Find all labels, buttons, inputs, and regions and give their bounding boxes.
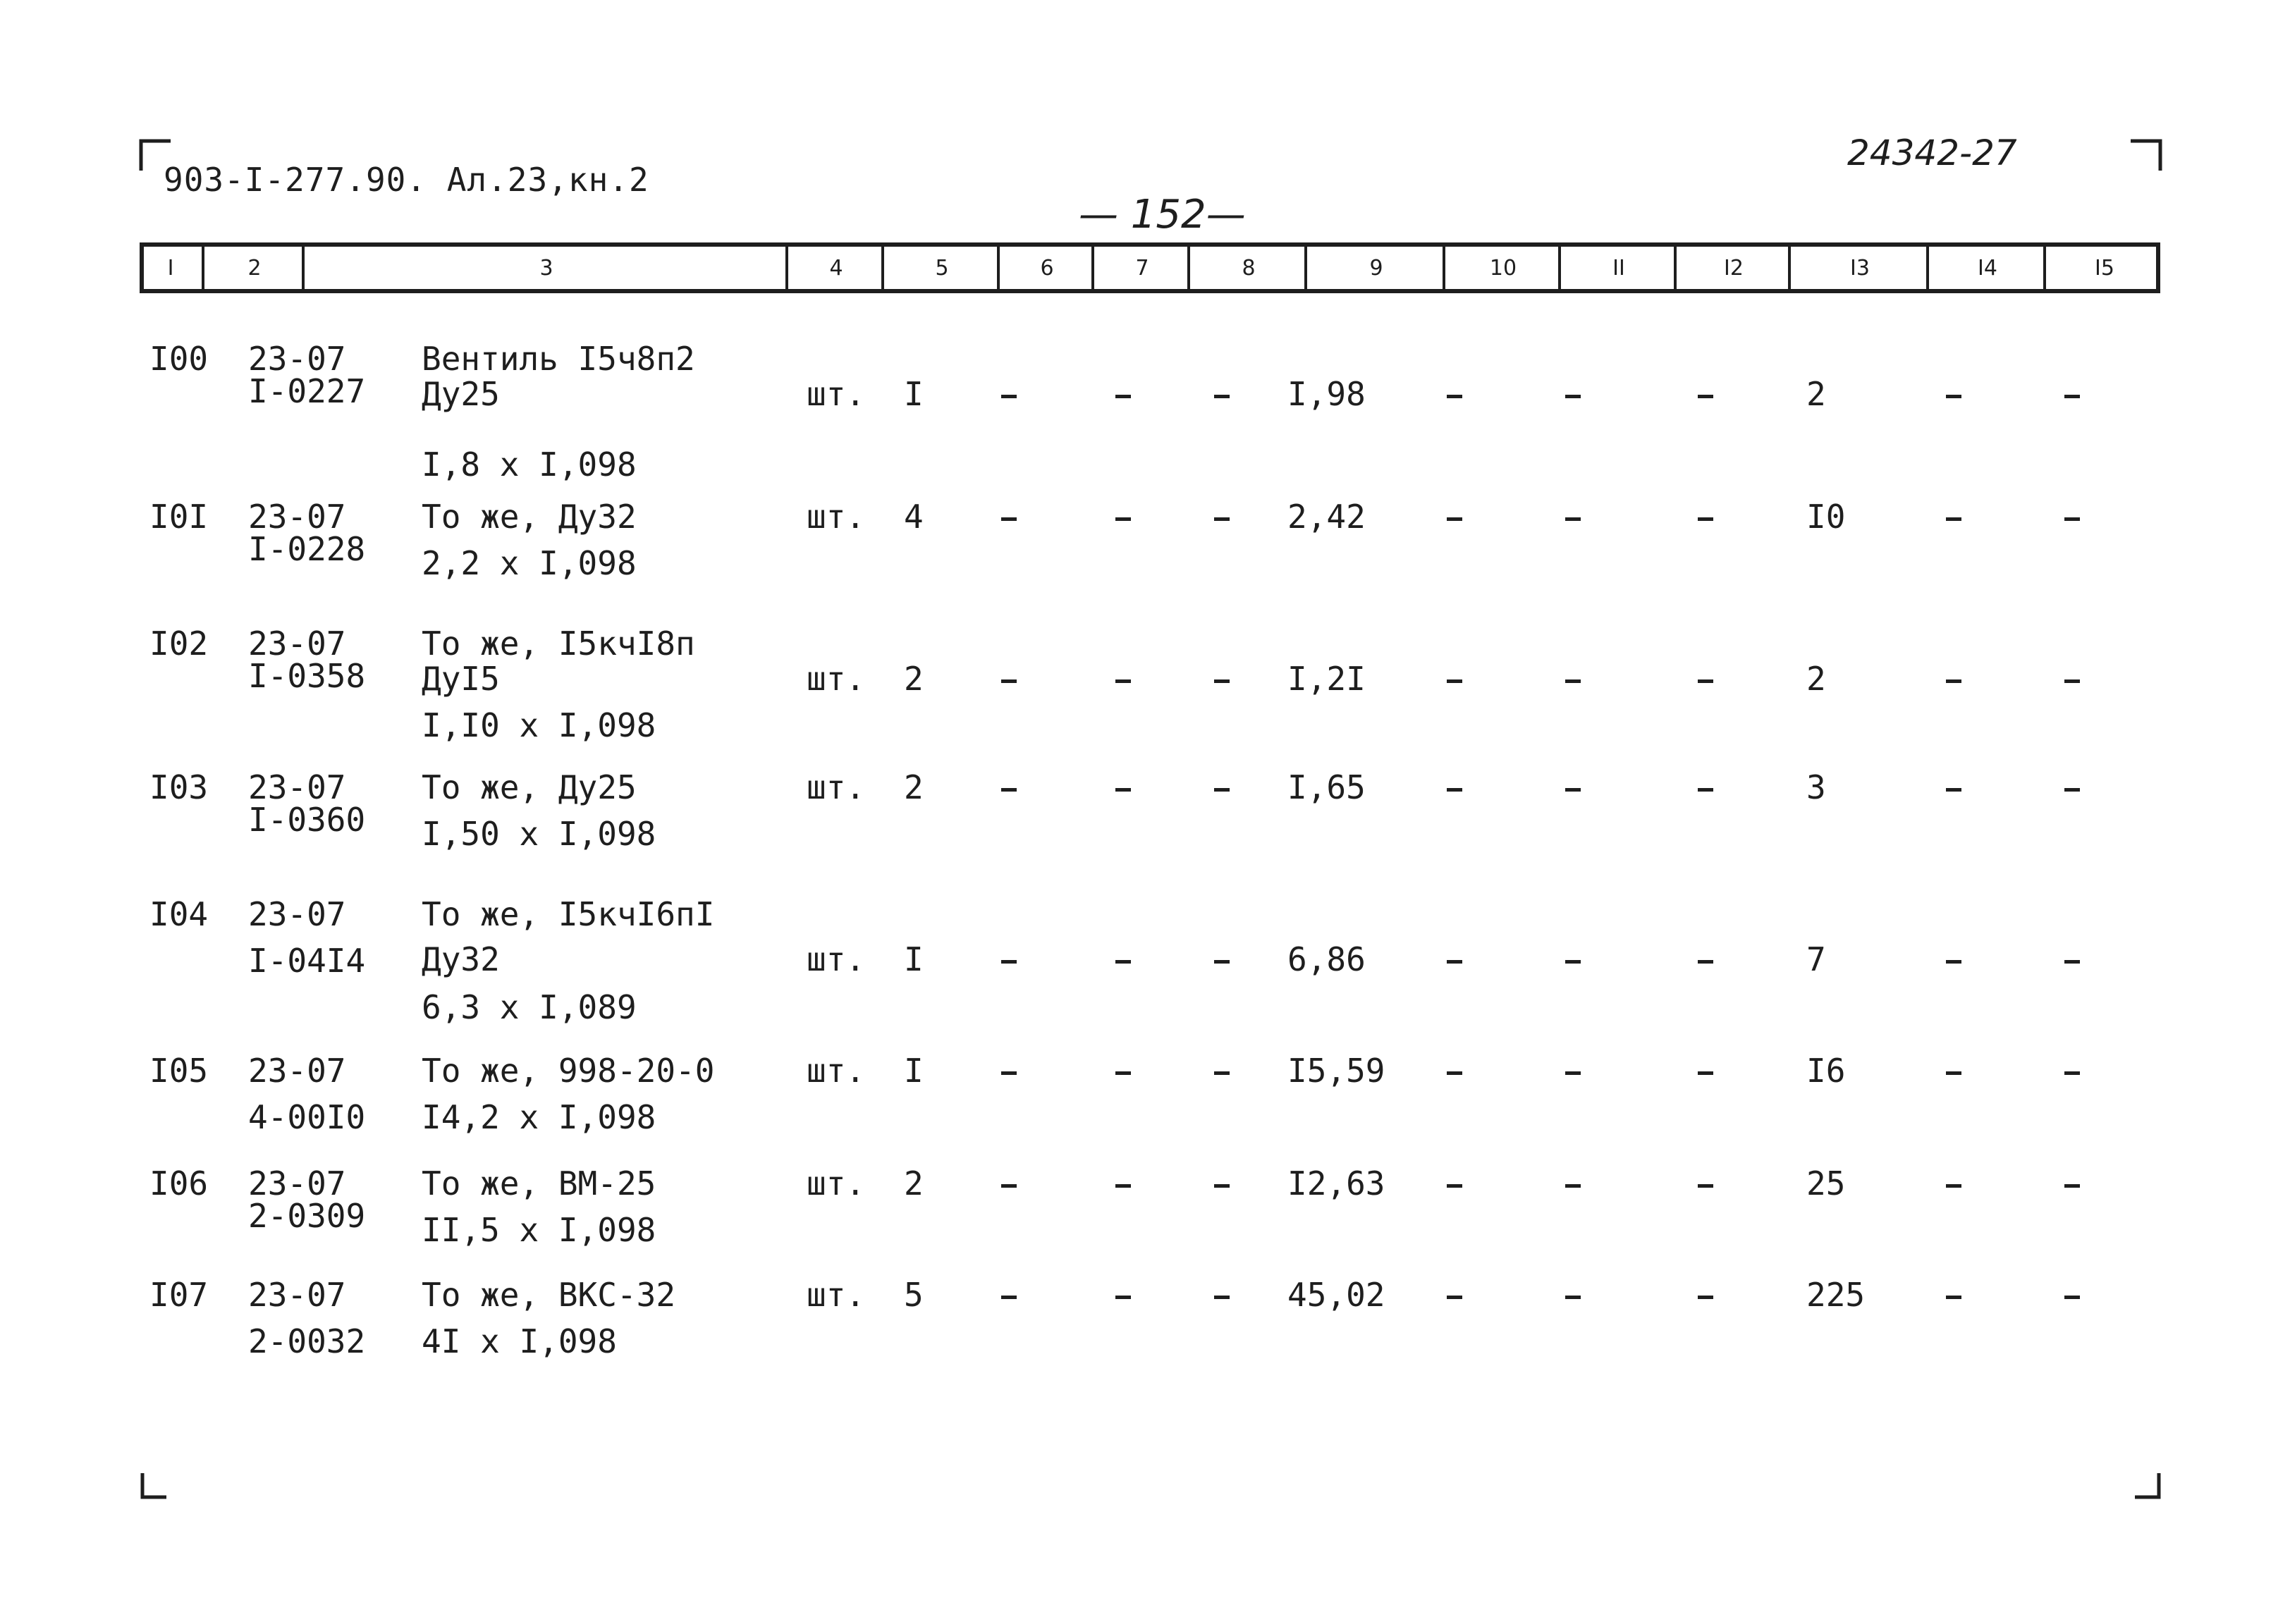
row-number: I00 (149, 340, 209, 378)
empty-cell-dash (1698, 679, 1713, 683)
unit: шт. (807, 1164, 866, 1202)
empty-cell-dash (1115, 1071, 1131, 1075)
total-value: I6 (1806, 1052, 1846, 1090)
empty-cell-dash (1946, 395, 1961, 398)
empty-cell-dash (1565, 395, 1581, 398)
page-number: — 152— (1079, 192, 1246, 238)
column-header-6: 6 (997, 247, 1094, 289)
empty-cell-dash (1214, 960, 1230, 964)
empty-cell-dash (1447, 517, 1462, 521)
corner-mark-bottom-right (2128, 1470, 2163, 1506)
empty-cell-dash (1565, 1184, 1581, 1188)
empty-cell-dash (2064, 788, 2080, 792)
resource-code-2: I-04I4 (248, 942, 366, 980)
empty-cell-dash (1698, 960, 1713, 964)
total-value: 2 (1806, 660, 1826, 698)
empty-cell-dash (2064, 517, 2080, 521)
resource-code-2: I-0228 (248, 530, 366, 568)
resource-code-2: 2-0032 (248, 1322, 366, 1360)
empty-cell-dash (2064, 1071, 2080, 1075)
description-line: Вентиль I5ч8п2 (422, 340, 695, 378)
quantity: I (904, 1052, 924, 1090)
description-line: То же, ВКС-32 (422, 1276, 676, 1314)
quantity: I (904, 375, 924, 413)
unit-price: I,98 (1287, 375, 1366, 413)
empty-cell-dash (1001, 1184, 1017, 1188)
column-header-5: 5 (881, 247, 1000, 289)
empty-cell-dash (1565, 1071, 1581, 1075)
description-line: То же, I5кчI8п (422, 625, 695, 663)
column-header-2: 2 (202, 247, 305, 289)
empty-cell-dash (1698, 788, 1713, 792)
unit: шт. (807, 1276, 866, 1314)
empty-cell-dash (1001, 1296, 1017, 1299)
description-line: То же, 998-20-0 (422, 1052, 715, 1090)
empty-cell-dash (1698, 1296, 1713, 1299)
unit: шт. (807, 660, 866, 698)
empty-cell-dash (1115, 788, 1131, 792)
empty-cell-dash (1001, 517, 1017, 521)
row-number: I02 (149, 625, 209, 663)
empty-cell-dash (1214, 517, 1230, 521)
empty-cell-dash (1214, 679, 1230, 683)
unit: шт. (807, 1052, 866, 1090)
empty-cell-dash (1447, 788, 1462, 792)
unit: шт. (807, 940, 866, 978)
total-value: 3 (1806, 768, 1826, 806)
empty-cell-dash (2064, 1296, 2080, 1299)
document-code: 903-I-277.90. Ал.23,кн.2 (164, 161, 649, 199)
empty-cell-dash (1946, 960, 1961, 964)
resource-code-1: 23-07 (248, 1164, 346, 1202)
row-number: I07 (149, 1276, 209, 1314)
column-header-4: 4 (785, 247, 884, 289)
quantity: 2 (904, 1164, 924, 1202)
total-value: 7 (1806, 940, 1826, 978)
column-header-3: 3 (302, 247, 788, 289)
description-line: То же, ВМ-25 (422, 1164, 656, 1202)
empty-cell-dash (1698, 395, 1713, 398)
unit-price: I,65 (1287, 768, 1366, 806)
empty-cell-dash (1447, 1296, 1462, 1299)
unit-price: I5,59 (1287, 1052, 1385, 1090)
description-line: I,50 x I,098 (422, 815, 656, 853)
empty-cell-dash (1115, 960, 1131, 964)
empty-cell-dash (1115, 679, 1131, 683)
empty-cell-dash (1001, 395, 1017, 398)
description-line: То же, I5кчI6пI (422, 895, 715, 933)
resource-code-1: 23-07 (248, 625, 346, 663)
empty-cell-dash (2064, 395, 2080, 398)
resource-code-1: 23-07 (248, 498, 346, 536)
resource-code-1: 23-07 (248, 1052, 346, 1090)
quantity: 5 (904, 1276, 924, 1314)
description-line: ДуI5 (422, 660, 500, 698)
unit-price: I2,63 (1287, 1164, 1385, 1202)
empty-cell-dash (2064, 960, 2080, 964)
empty-cell-dash (1565, 1296, 1581, 1299)
description-line: Ду25 (422, 375, 500, 413)
empty-cell-dash (1214, 788, 1230, 792)
description-line: 2,2 x I,098 (422, 544, 637, 582)
corner-mark-top-right (2128, 138, 2163, 173)
empty-cell-dash (1447, 1184, 1462, 1188)
resource-code-2: 2-0309 (248, 1197, 366, 1235)
empty-cell-dash (1115, 1296, 1131, 1299)
row-number: I05 (149, 1052, 209, 1090)
description-line: То же, Ду32 (422, 498, 637, 536)
empty-cell-dash (1214, 1296, 1230, 1299)
empty-cell-dash (1698, 1071, 1713, 1075)
resource-code-2: I-0227 (248, 372, 366, 410)
total-value: 2 (1806, 375, 1826, 413)
unit-price: I,2I (1287, 660, 1366, 698)
column-header-9: 9 (1304, 247, 1445, 289)
empty-cell-dash (1115, 395, 1131, 398)
column-header-row (140, 242, 2160, 293)
empty-cell-dash (1946, 788, 1961, 792)
description-line: Ду32 (422, 940, 500, 978)
description-line: То же, Ду25 (422, 768, 637, 806)
quantity: I (904, 940, 924, 978)
empty-cell-dash (1698, 517, 1713, 521)
empty-cell-dash (1565, 517, 1581, 521)
empty-cell-dash (1214, 395, 1230, 398)
empty-cell-dash (1698, 1184, 1713, 1188)
resource-code-1: 23-07 (248, 895, 346, 933)
empty-cell-dash (1214, 1184, 1230, 1188)
column-header-8: 8 (1187, 247, 1307, 289)
description-line: I,I0 x I,098 (422, 706, 656, 744)
unit: шт. (807, 498, 866, 536)
empty-cell-dash (1001, 1071, 1017, 1075)
row-number: I04 (149, 895, 209, 933)
column-header-1: I (167, 255, 174, 281)
resource-code-1: 23-07 (248, 1276, 346, 1314)
description-line: 4I x I,098 (422, 1322, 617, 1360)
empty-cell-dash (1001, 788, 1017, 792)
resource-code-1: 23-07 (248, 768, 346, 806)
column-header-10: 10 (1443, 247, 1561, 289)
quantity: 2 (904, 768, 924, 806)
empty-cell-dash (1946, 1296, 1961, 1299)
empty-cell-dash (1115, 1184, 1131, 1188)
empty-cell-dash (1946, 517, 1961, 521)
column-header-7: 7 (1091, 247, 1190, 289)
unit: шт. (807, 768, 866, 806)
column-header-13: I3 (1788, 247, 1929, 289)
empty-cell-dash (1565, 960, 1581, 964)
empty-cell-dash (1447, 395, 1462, 398)
description-line: I,8 x I,098 (422, 445, 637, 484)
document-number: 24342-27 (1847, 133, 2017, 173)
empty-cell-dash (1001, 679, 1017, 683)
empty-cell-dash (1565, 679, 1581, 683)
empty-cell-dash (1447, 960, 1462, 964)
resource-code-2: I-0360 (248, 801, 366, 839)
total-value: I0 (1806, 498, 1846, 536)
column-header-15: I5 (2043, 247, 2163, 289)
empty-cell-dash (1214, 1071, 1230, 1075)
empty-cell-dash (1115, 517, 1131, 521)
column-header-12: I2 (1674, 247, 1791, 289)
row-number: I0I (149, 498, 209, 536)
unit-price: 2,42 (1287, 498, 1366, 536)
empty-cell-dash (2064, 679, 2080, 683)
total-value: 225 (1806, 1276, 1866, 1314)
description-line: 6,3 x I,089 (422, 988, 637, 1026)
quantity: 2 (904, 660, 924, 698)
unit-price: 45,02 (1287, 1276, 1385, 1314)
description-line: I4,2 x I,098 (422, 1098, 656, 1136)
row-number: I06 (149, 1164, 209, 1202)
column-header-14: I4 (1926, 247, 2046, 289)
empty-cell-dash (1946, 1184, 1961, 1188)
empty-cell-dash (1447, 679, 1462, 683)
unit: шт. (807, 375, 866, 413)
resource-code-2: I-0358 (248, 657, 366, 695)
empty-cell-dash (1565, 788, 1581, 792)
column-header-11: II (1558, 247, 1677, 289)
empty-cell-dash (1001, 960, 1017, 964)
corner-mark-bottom-left (138, 1470, 173, 1506)
unit-price: 6,86 (1287, 940, 1366, 978)
empty-cell-dash (2064, 1184, 2080, 1188)
empty-cell-dash (1447, 1071, 1462, 1075)
empty-cell-dash (1946, 679, 1961, 683)
row-number: I03 (149, 768, 209, 806)
quantity: 4 (904, 498, 924, 536)
resource-code-1: 23-07 (248, 340, 346, 378)
resource-code-2: 4-00I0 (248, 1098, 366, 1136)
description-line: II,5 x I,098 (422, 1211, 656, 1249)
total-value: 25 (1806, 1164, 1846, 1202)
empty-cell-dash (1946, 1071, 1961, 1075)
